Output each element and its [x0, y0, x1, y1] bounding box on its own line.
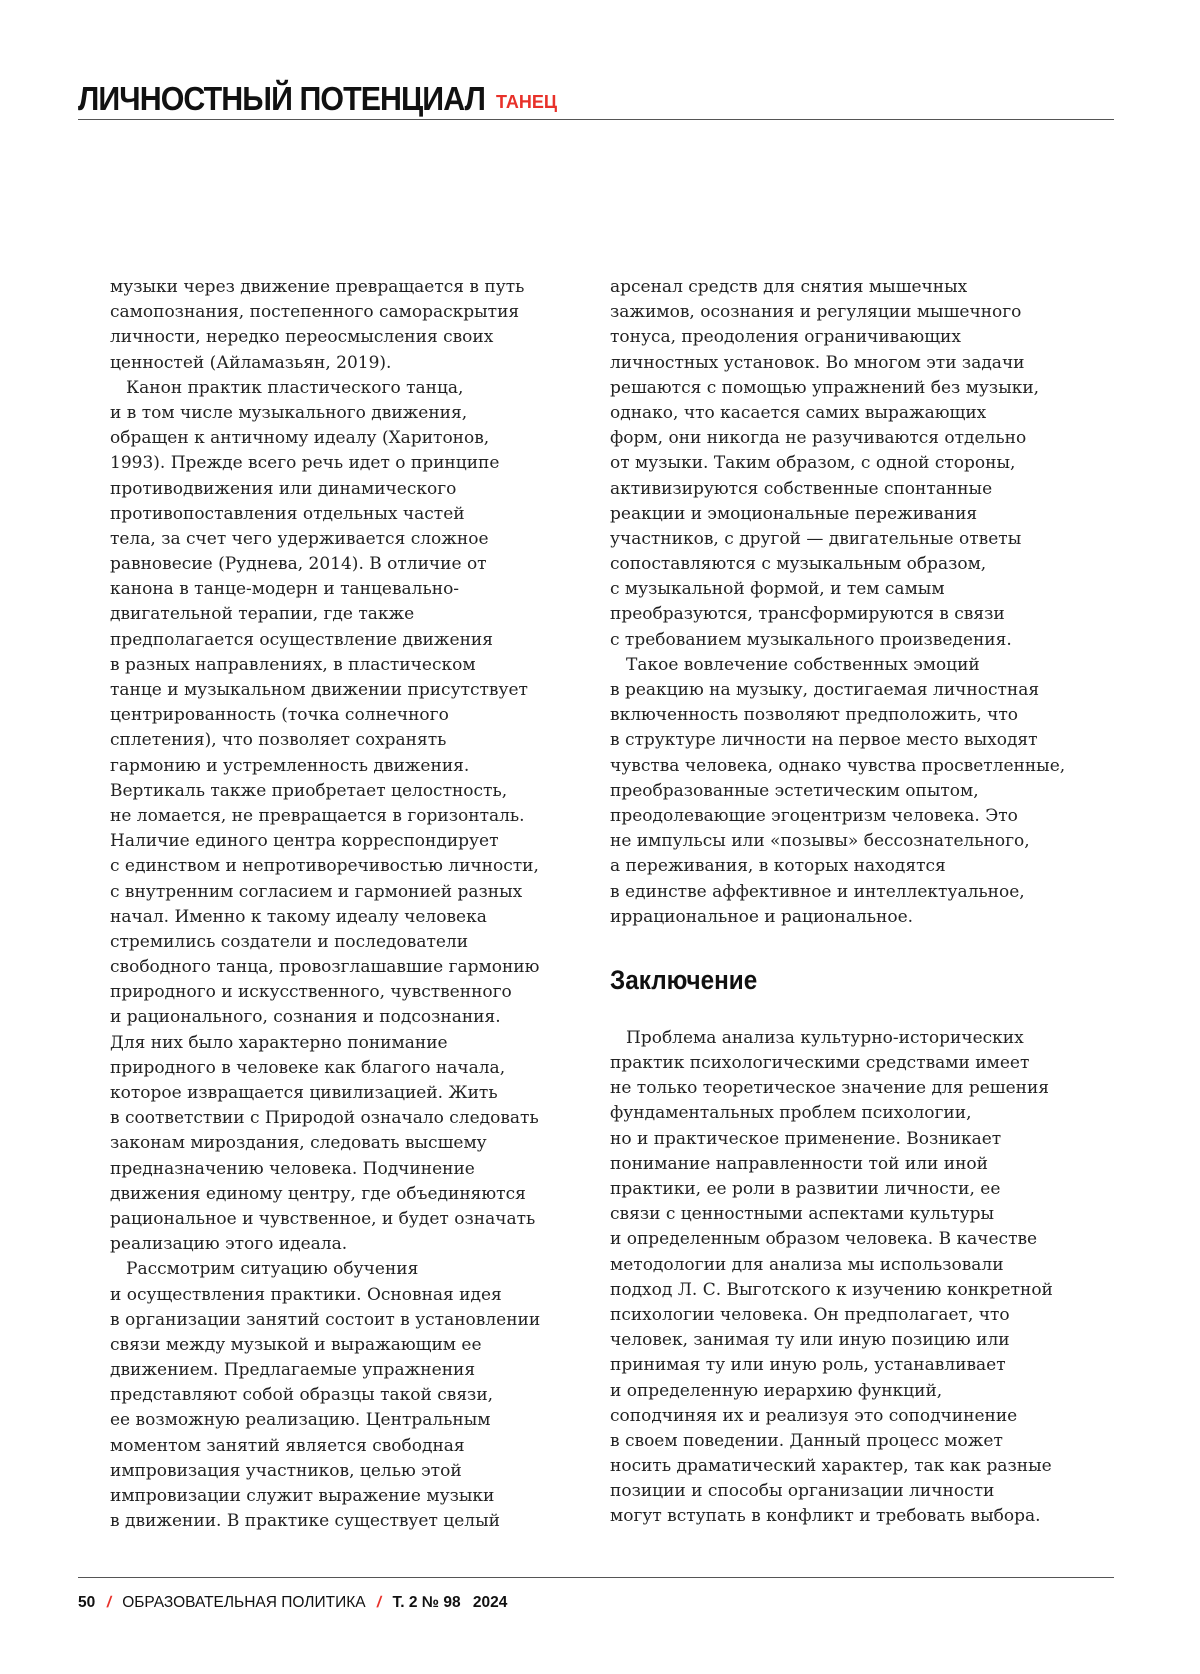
text-line: от музыки. Таким образом, с одной стороны,	[610, 451, 1100, 476]
text-line: и осуществления практики. Основная идея	[110, 1283, 600, 1308]
text-line: противопоставления отдельных частей	[110, 502, 600, 527]
text-line: и определенную иерархию функций,	[610, 1379, 1100, 1404]
text-line: участников, с другой — двигательные ответы	[610, 527, 1100, 552]
header-rule	[78, 119, 1114, 120]
text-line: личностных установок. Во многом эти задачи	[610, 351, 1100, 376]
text-line: в структуре личности на первое место выходят	[610, 728, 1100, 753]
text-line: практики, ее роли в развитии личности, ее	[610, 1177, 1100, 1202]
text-line: музыки через движение превращается в путь	[110, 275, 600, 300]
text-line: а переживания, в которых находятся	[610, 854, 1100, 879]
text-line: человек, занимая ту или иную позицию или	[610, 1328, 1100, 1353]
text-line: центрированность (точка солнечного	[110, 703, 600, 728]
text-line: природного и искусственного, чувственного	[110, 980, 600, 1005]
paragraph-first-line: Рассмотрим ситуацию обучения	[110, 1257, 600, 1282]
text-line: носить драматический характер, так как разные	[610, 1454, 1100, 1479]
text-line: преобразованные эстетическим опытом,	[610, 779, 1100, 804]
text-line: не импульсы или «позывы» бессознательного,	[610, 829, 1100, 854]
text-line: решаются с помощью упражнений без музыки,	[610, 376, 1100, 401]
text-line: но и практическое применение. Возникает	[610, 1127, 1100, 1152]
footer-separator: /	[105, 1594, 112, 1612]
section-title: ЛИЧНОСТНЫЙ ПОТЕНЦИАЛ	[78, 80, 485, 118]
text-line: реализацию этого идеала.	[110, 1232, 600, 1257]
text-line: гармонию и устремленность движения.	[110, 754, 600, 779]
text-line: иррациональное и рациональное.	[610, 905, 1100, 930]
text-line: с единством и непротиворечивостью личности,	[110, 854, 600, 879]
left-column	[110, 275, 600, 1534]
text-line: законам мироздания, следовать высшему	[110, 1131, 600, 1156]
text-line: соподчиняя их и реализуя это соподчинение	[610, 1404, 1100, 1429]
text-line: в своем поведении. Данный процесс может	[610, 1429, 1100, 1454]
text-line: реакции и эмоциональные переживания	[610, 502, 1100, 527]
text-line: могут вступать в конфликт и требовать выбора.	[610, 1504, 1100, 1529]
text-line: предполагается осуществление движения	[110, 628, 600, 653]
text-line: и определенным образом человека. В качестве	[610, 1227, 1100, 1252]
text-line: рациональное и чувственное, и будет означать	[110, 1207, 600, 1232]
conclusion-heading: Заключение	[610, 964, 1051, 996]
text-line: связи с ценностными аспектами культуры	[610, 1202, 1100, 1227]
text-line: импровизации служит выражение музыки	[110, 1484, 600, 1509]
text-line: в единстве аффективное и интеллектуальное,	[610, 880, 1100, 905]
section-subtitle: ТАНЕЦ	[496, 92, 557, 113]
text-line: движения единому центру, где объединяются	[110, 1182, 600, 1207]
footer-rule	[78, 1577, 1114, 1578]
text-line: сопоставляются с музыкальным образом,	[610, 552, 1100, 577]
text-line: с внутренним согласием и гармонией разных	[110, 880, 600, 905]
text-line: свободного танца, провозглашавшие гармонию	[110, 955, 600, 980]
text-line: и рационального, сознания и подсознания.	[110, 1005, 600, 1030]
text-line: в движении. В практике существует целый	[110, 1509, 600, 1534]
text-line: предназначению человека. Подчинение	[110, 1157, 600, 1182]
text-line: форм, они никогда не разучиваются отдельно	[610, 426, 1100, 451]
text-line: стремились создатели и последователи	[110, 930, 600, 955]
journal-title: ОБРАЗОВАТЕЛЬНАЯ ПОЛИТИКА	[122, 1594, 365, 1612]
running-header	[78, 80, 1114, 120]
text-line: принимая ту или иную роль, устанавливает	[610, 1353, 1100, 1378]
text-line: природного в человеке как благого начала,	[110, 1056, 600, 1081]
text-line: не только теоретическое значение для решения	[610, 1076, 1100, 1101]
text-line: преодолевающие эгоцентризм человека. Это	[610, 804, 1100, 829]
text-line: тонуса, преодоления ограничивающих	[610, 325, 1100, 350]
text-line: равновесие (Руднева, 2014). В отличие от	[110, 552, 600, 577]
text-line: не ломается, не превращается в горизонталь.	[110, 804, 600, 829]
text-line: в реакцию на музыку, достигаемая личностная	[610, 678, 1100, 703]
text-line: противодвижения или динамического	[110, 477, 600, 502]
text-line: практик психологическими средствами имеет	[610, 1051, 1100, 1076]
paragraph-first-line: Такое вовлечение собственных эмоций	[610, 653, 1100, 678]
text-line: Наличие единого центра корреспондирует	[110, 829, 600, 854]
text-line: ценностей (Айламазьян, 2019).	[110, 351, 600, 376]
text-line: Вертикаль также приобретает целостность,	[110, 779, 600, 804]
paragraph-first-line: Проблема анализа культурно-исторических	[610, 1026, 1100, 1051]
text-line: зажимов, осознания и регуляции мышечного	[610, 300, 1100, 325]
text-line: чувства человека, однако чувства просветленные,	[610, 754, 1100, 779]
text-line: Для них было характерно понимание	[110, 1031, 600, 1056]
text-line: и в том числе музыкального движения,	[110, 401, 600, 426]
issue-number: Т. 2 № 98	[393, 1594, 461, 1612]
text-line: в соответствии с Природой означало следовать	[110, 1106, 600, 1131]
text-line: однако, что касается самих выражающих	[610, 401, 1100, 426]
text-line: моментом занятий является свободная	[110, 1434, 600, 1459]
page-number: 50	[78, 1594, 95, 1612]
text-line: сплетения), что позволяет сохранять	[110, 728, 600, 753]
text-line: которое извращается цивилизацией. Жить	[110, 1081, 600, 1106]
text-line: арсенал средств для снятия мышечных	[610, 275, 1100, 300]
text-line: позиции и способы организации личности	[610, 1479, 1100, 1504]
text-line: понимание направленности той или иной	[610, 1152, 1100, 1177]
paragraph-first-line: Канон практик пластического танца,	[110, 376, 600, 401]
text-line: движением. Предлагаемые упражнения	[110, 1358, 600, 1383]
text-line: в организации занятий состоит в установлении	[110, 1308, 600, 1333]
text-line: преобразуются, трансформируются в связи	[610, 602, 1100, 627]
issue-year: 2024	[473, 1594, 507, 1612]
text-line: тела, за счет чего удерживается сложное	[110, 527, 600, 552]
text-line: канона в танце-модерн и танцевально-	[110, 577, 600, 602]
text-line: двигательной терапии, где также	[110, 602, 600, 627]
text-line: представляют собой образцы такой связи,	[110, 1383, 600, 1408]
text-line: личности, нередко переосмысления своих	[110, 325, 600, 350]
text-line: активизируются собственные спонтанные	[610, 477, 1100, 502]
text-line: начал. Именно к такому идеалу человека	[110, 905, 600, 930]
text-line: обращен к античному идеалу (Харитонов,	[110, 426, 600, 451]
text-line: 1993). Прежде всего речь идет о принципе	[110, 451, 600, 476]
text-line: с требованием музыкального произведения.	[610, 628, 1100, 653]
text-line: самопознания, постепенного самораскрытия	[110, 300, 600, 325]
footer-separator: /	[375, 1594, 382, 1612]
text-line: включенность позволяют предположить, что	[610, 703, 1100, 728]
text-line: с музыкальной формой, и тем самым	[610, 577, 1100, 602]
text-line: фундаментальных проблем психологии,	[610, 1101, 1100, 1126]
text-line: связи между музыкой и выражающим ее	[110, 1333, 600, 1358]
text-line: методологии для анализа мы использовали	[610, 1253, 1100, 1278]
text-line: ее возможную реализацию. Центральным	[110, 1408, 600, 1433]
text-line: в разных направлениях, в пластическом	[110, 653, 600, 678]
page-footer	[78, 1594, 507, 1624]
text-line: подход Л. С. Выготского к изучению конкретной	[610, 1278, 1100, 1303]
right-column	[610, 275, 1100, 1530]
text-line: танце и музыкальном движении присутствует	[110, 678, 600, 703]
text-line: психологии человека. Он предполагает, что	[610, 1303, 1100, 1328]
text-line: импровизация участников, целью этой	[110, 1459, 600, 1484]
